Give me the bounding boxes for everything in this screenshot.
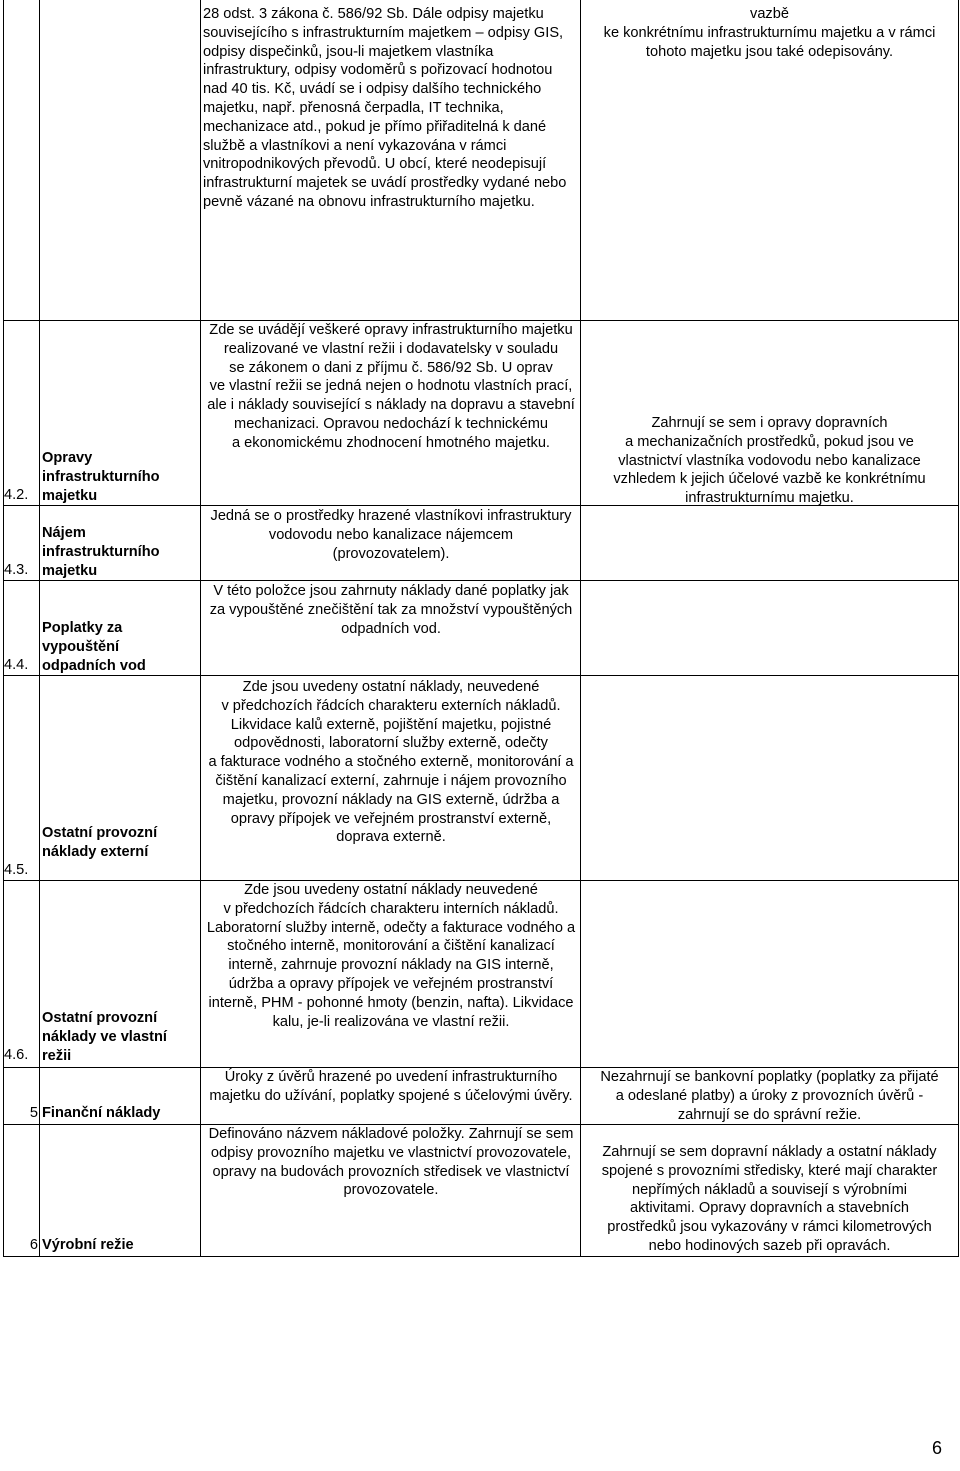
row-description: Zde jsou uvedeny ostatní náklady, neuvedené v předchozích řádcích charakteru externích nákladů. Likvidace kalů externě, pojištění majetku, pojistné odpovědnosti, laboratorní služby externě, odečty a fakturace vodného a stočného externě, monitorování a čištění kanalizací externí, zahrnuje i nájem provozního majetku, provozní náklady na GIS externě, údržba a opravy přípojek ve veřejném prostranství externě, doprava externě. (208, 679, 574, 846)
row-number: 4.4. (4, 657, 29, 673)
page-number: 6 (932, 1438, 943, 1458)
row-number: 4.5. (4, 862, 29, 878)
table-divider-name (200, 0, 201, 1257)
table-divider-description (580, 0, 581, 1257)
row-description: Definováno názvem nákladové položky. Zahrnují se sem odpisy provozního majetku ve vlastnictví provozovatele, opravy na budovách provozních středisek ve vlastnictví provozovatele. (208, 1126, 574, 1199)
row-description: Jedná se o prostředky hrazené vlastníkovi infrastruktury vodovodu nebo kanalizace nájemcem (provozovatelem). (210, 508, 572, 562)
row-note: Nezahrnují se bankovní poplatky (poplatky za přijaté a odeslané platby) a úroky z provozních úvěrů - zahrnují se do správní režie. (600, 1069, 939, 1123)
row-description: 28 odst. 3 zákona č. 586/92 Sb. Dále odpisy majetku souvisejícího s infrastrukturním majetkem – odpisy GIS, odpisy dispečinků, jsou-li majetkem vlastníka infrastruktury, odpisy vodoměrů s pořizovací hodnotou nad 40 tis. Kč, uvádí se i odpisy dalšího technického majetku, např. přenosná čerpadla, IT technika, mechanizace atd., pokud je přímo přiřaditelná k dané službě a vlastníkovi a není vykazována v rámci vnitropodnikových převodů. U obcí, které neodepisují infrastrukturní majetek se uvádí prostředky vydané nebo pevně vázané na obnovu infrastrukturního majetku. (203, 6, 567, 210)
row-description: Zde se uvádějí veškeré opravy infrastrukturního majetku realizované ve vlastní režii i dodavatelsky v souladu se zákonem o dani z příjmu č. 586/92 Sb. U oprav ve vlastní režii se jedná nejen o hodnotu vlastních prací, ale i náklady související s náklady na dopravu a stavební mechanizaci. Opravou nedochází k technickému a ekonomickému zhodnocení hmotného majetku. (207, 322, 575, 451)
table-border-bottom (3, 1256, 959, 1257)
row-name: Ostatní provozní náklady externí (42, 825, 158, 860)
row-note: Zahrnují se sem dopravní náklady a ostatní náklady spojené s provozními středisky, které mají charakter nepřímých nákladů a souvisejí s výrobními aktivitami. Opravy dopravních a stavebních prostředků jsou vykazovány v rámci kilometrových nebo hodinových sazeb při opravách. (601, 1144, 938, 1254)
row-name: Poplatky za vypouštění odpadních vod (42, 620, 146, 674)
row-name: Opravy infrastrukturního majetku (42, 450, 160, 504)
row-description: V této položce jsou zahrnuty náklady dané poplatky jak za vypouštěné znečištění tak za množství vypouštěných odpadních vod. (209, 583, 573, 637)
row-note: Zahrnují se sem i opravy dopravních a mechanizačních prostředků, pokud jsou ve vlastnictví vlastníka vodovodu nebo kanalizace vzhledem k jejich účelové vazbě ke konkrétnímu infrastrukturnímu majetku. (613, 415, 926, 507)
table-border-left (3, 0, 4, 1257)
row-number: 4.2. (4, 487, 29, 503)
table-border-right (958, 0, 959, 1257)
row-number: 6 (29, 1237, 38, 1253)
row-number: 4.3. (4, 562, 29, 578)
row-name: Finanční náklady (42, 1105, 161, 1121)
row-number: 4.6. (4, 1047, 29, 1063)
row-description: Zde jsou uvedeny ostatní náklady neuvedené v předchozích řádcích charakteru interních nákladů. Laboratorní služby interně, odečty a fakturace vodného a stočného interně, monitorování a čištění kanalizací interně, zahrnuje provozní náklady na GIS interně, údržba a opravy přípojek ve veřejném prostranství interně, PHM - pohonné hmoty (benzin, nafta). Likvidace kalu, je-li realizována ve vlastní režii. (206, 882, 576, 1030)
row-name: Ostatní provozní náklady ve vlastní režii (42, 1010, 167, 1064)
row-description: Úroky z úvěrů hrazené po uvedení infrastrukturního majetku do užívání, poplatky spojené s účelovými úvěry. (209, 1069, 573, 1104)
row-name: Výrobní režie (42, 1237, 134, 1253)
row-name: Nájem infrastrukturního majetku (42, 525, 160, 579)
table-divider-number (39, 0, 40, 1257)
row-note: vazbě ke konkrétnímu infrastrukturnímu majetku a v rámci tohoto majetku jsou také odepisovány. (603, 6, 936, 60)
row-number: 5 (29, 1105, 38, 1121)
